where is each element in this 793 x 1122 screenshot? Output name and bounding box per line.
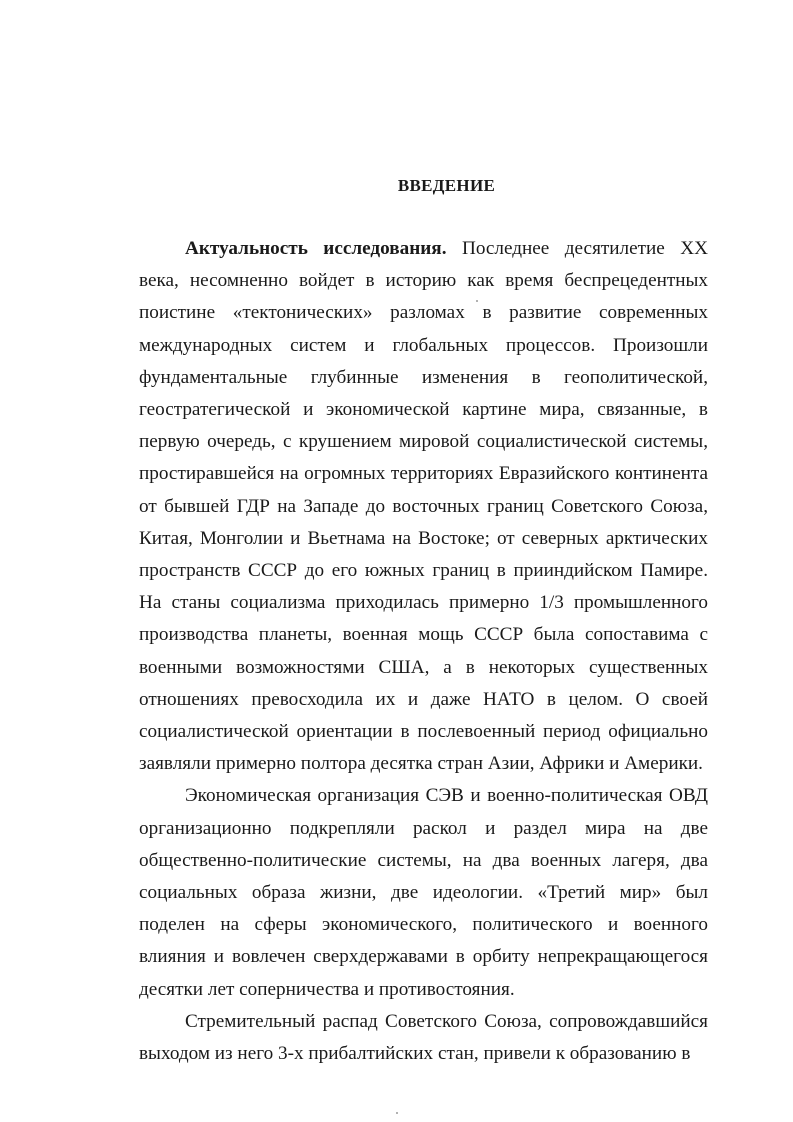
paragraph-text: Последнее десятилетие XX века, несомненно войдет в историю как время беспрецедентных поистине «тектонических» разломах в развитие современных международных систем и глобальных процессов. Произошли фундаментальные глубинные изменения в геополитической, геостратегической и экономической картине мира, связанные, в первую очередь, с крушением мировой социалистической системы, простиравшейся на огромных территориях Евразийского континента от бывшей ГДР на Западе до восточных границ Советского Союза, Китая, Монголии и Вьетнама на Востоке; от северных арктических пространств СССР до его южных границ в прииндийском Памире. На станы социализма приходилась примерно 1/3 промышленного производства планеты, военная мощь СССР была сопоставима с военными возможностями США, а в некоторых существенных отношениях превосходила их и даже НАТО в целом. О своей социалистической ориентации в послевоенный период официально заявляли примерно полтора десятка стран Азии, Африки и Америки. — [139, 238, 708, 775]
paragraph-collapse — [139, 1006, 708, 1070]
paragraph-lead: Актуальность исследования. — [185, 238, 447, 259]
scan-speck — [476, 300, 478, 302]
scan-speck — [396, 1112, 398, 1114]
page-heading: ВВЕДЕНИЕ — [397, 176, 496, 195]
paragraph-relevance — [139, 233, 708, 780]
body-text — [139, 233, 708, 1070]
paragraph-comecon — [139, 780, 708, 1005]
paragraph-text: Экономическая организация СЭВ и военно-политическая ОВД организационно подкрепляли раскол и раздел мира на две общественно-политические системы, на два военных лагеря, два социальных образа жизни, две идеологии. «Третий мир» был поделен на сферы экономического, политического и военного влияния и вовлечен сверхдержавами в орбиту непрекращающегося десятки лет соперничества и противостояния. — [139, 785, 708, 1000]
paragraph-text: Стремительный распад Советского Союза, сопровождавшийся выходом из него 3-х прибалтийских стан, привели к образованию в — [139, 1010, 708, 1065]
